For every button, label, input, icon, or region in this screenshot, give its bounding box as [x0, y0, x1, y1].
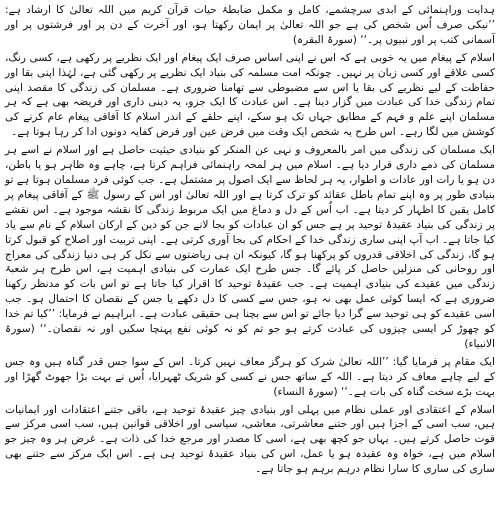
paragraph-islam-message: اسلام کے پیغام میں یہ خوبی ہے کہ اس نے اپنی اساس صرف ایک پیغام اور ایک نظریے پر رکھی ہے، کسی رنگ، کسی علاقے اور کسی زبان پر نہیں۔ چونکہ امت مسلمہ کی بنیاد ایک نظریے پر رکھی گئی ہے، لہٰذا اپنی بقا اور حفاظت کے لیے نظریے کی بقا یا اس سے مضبوطی سے تھامنا ضروری ہے۔ مسلمان کی زندگی کا مقصد اپنی تمام زندگی خدا کی عبادت میں گزار دینا ہے۔ اس عبادت کا ایک جزو، یہ دینی داری اور فریضہ بھی ہے کہ ہر مسلمان اپنے علم و فہم کے مطابق جہاں تک ہو سکے، اپنے حلقے کے اندر اسلام کا آفاقی پیغام عام کرنے کی کوشش میں لگا رہے۔ اس طرح یہ شخص ایک وقت میں فرض عین اور فرض کفایہ دونوں ادا کر رہا ہوتا ہے۔ [5, 51, 495, 139]
paragraph-shirk-verse-nisa: ایک مقام پر فرمایا گیا: ’’اللہ تعالیٰ شرک کو ہرگز معاف نہیں کرتا۔ اس کے سوا جس قدر گناہ ہیں وہ جس کے لیے چاہے معاف کر دیتا ہے۔ اللہ کے ساتھ جس نے کسی کو شریک ٹھہرایا، اُس نے بہت بڑا جھوٹ گھڑا اور بہت بڑے سخت گناہ کی بات ہے۔‘‘ (سورۃ النساء) [5, 355, 495, 398]
paragraph-quran-verse-baqarah: ہدایت وراہنمائی کے ابدی سرچشمے، کامل و مکمل ضابطۂ حیات قرآن کریم میں اللہ تعالیٰ کا ارشاد ہے: ’’نیکی صرف اُس شخص کی ہے جو اللہ تعالیٰ پر ایمان رکھتا ہو، اور آخرت کے دن پر اور فرشتوں پر اور آسمانی کتب پر اور نبیوں پر۔‘‘ (سورۃ البقرہ) [5, 4, 495, 46]
paragraph-muslim-duty: ایک مسلمان کی زندگی میں امر بالمعروف و نہی عن المنکر کو بنیادی حیثیت حاصل ہے اور اسلام نے اسے ہر مسلمان کی ذمے داری قرار دیا ہے۔ اسلام میں ہر لمحہ راہنمائی فراہم کرتا ہے، چاہے وہ ظاہر ہو یا باطن، دن ہو یا رات اور عادات و اطوار، یہ ہر لحاظ سے ایک اصول پر مشتمل ہے۔ جب کوئی فرد مسلمان ہوتا ہے تو بنیادی طور پر وہ اپنے تمام باطل عقائد کو ترک کرتا ہے اور اللہ تعالیٰ اور اس کے رسول ﷺ کے آفاقی پیغام پر کامل یقین کا اظہار کر دیتا ہے۔ اب اُس کے دل و دماغ میں ایک مربوط زندگی کا نقشہ موجود ہے۔ اس نقشے پر زندگی کی بنیاد عقیدۂ توحید پر ہے جس کو ان عبادات کو بجا لانے جن کو دین کے ارکان اسلام کے نام سے یاد کیا جاتا ہے۔ اب آپ اپنی ساری زندگی خدا کے احکام کی بجا آوری کرتی ہے۔ اپنی تربیت اور اصلاح کو قبول کرتا ہو گا، زندگی کی اخلاقی قدروں کو پرکھنا ہو گا، کیونکہ ان ہی ریاضتوں سے نکل کر ہی دنیا زندگی کی معراج اور روحانی کی منزلیں حاصل کر پائے گا۔ جس طرح ایک عمارت کی بنیادی اہمیت ہے، اس طرح ہر شعبۂ زندگی میں عقیدے کی بنیادی اہمیت ہے۔ جب عقیدۂ توحید کا اقرار کیا جاتا ہے تو اس بات کو مدنظر رکھنا ضروری ہے کہ ایسا کوئی عمل بھی نہ ہو، جس سے کسی کا دل دکھے یا جس کے نقصان کا احتمال ہو۔ جب اسی عقیدے کو ہی توحید سے گرا دیا جائے تو اس سے بچنا ہی حقیقی عبادت ہے۔ ابراہیم نے فرمایا: ’’کیا تم خدا کو چھوڑ کر ایسی چیزوں کی عبادت کرتے ہو جو تم کو نہ کوئی نفع پہنچا سکیں اور نہ نقصان۔‘‘ (سورۃ الانبیاء) [5, 144, 495, 350]
paragraph-tawheed-foundation: اسلام کے اعتقادی اور عملی نظام میں پہلی اور بنیادی چیز عقیدۂ توحید ہے، باقی جتنے اعتقادات اور ایمانیات ہیں، سب اسی کے اجزا ہیں اور جتنے معاشرتی، معاشی، سیاسی اور اخلاقی قوانین ہیں، سب اسی مرکز سے قوت حاصل کرتے ہیں۔ یہاں جو کچھ بھی ہے، اسی کا مصدر اور مرجع خدا کی ذات ہے۔ غرض ہر وہ چیز جو اسلام میں ہے، خواہ وہ عقیدہ ہو یا عمل، اس کی بنیاد عقیدۂ توحید ہی ہے۔ اس ایک مرکز سے جتنے بھی ساری کی ساری کا سارا نظام درہم برہم ہو جاتا ہے۔ [5, 403, 495, 476]
